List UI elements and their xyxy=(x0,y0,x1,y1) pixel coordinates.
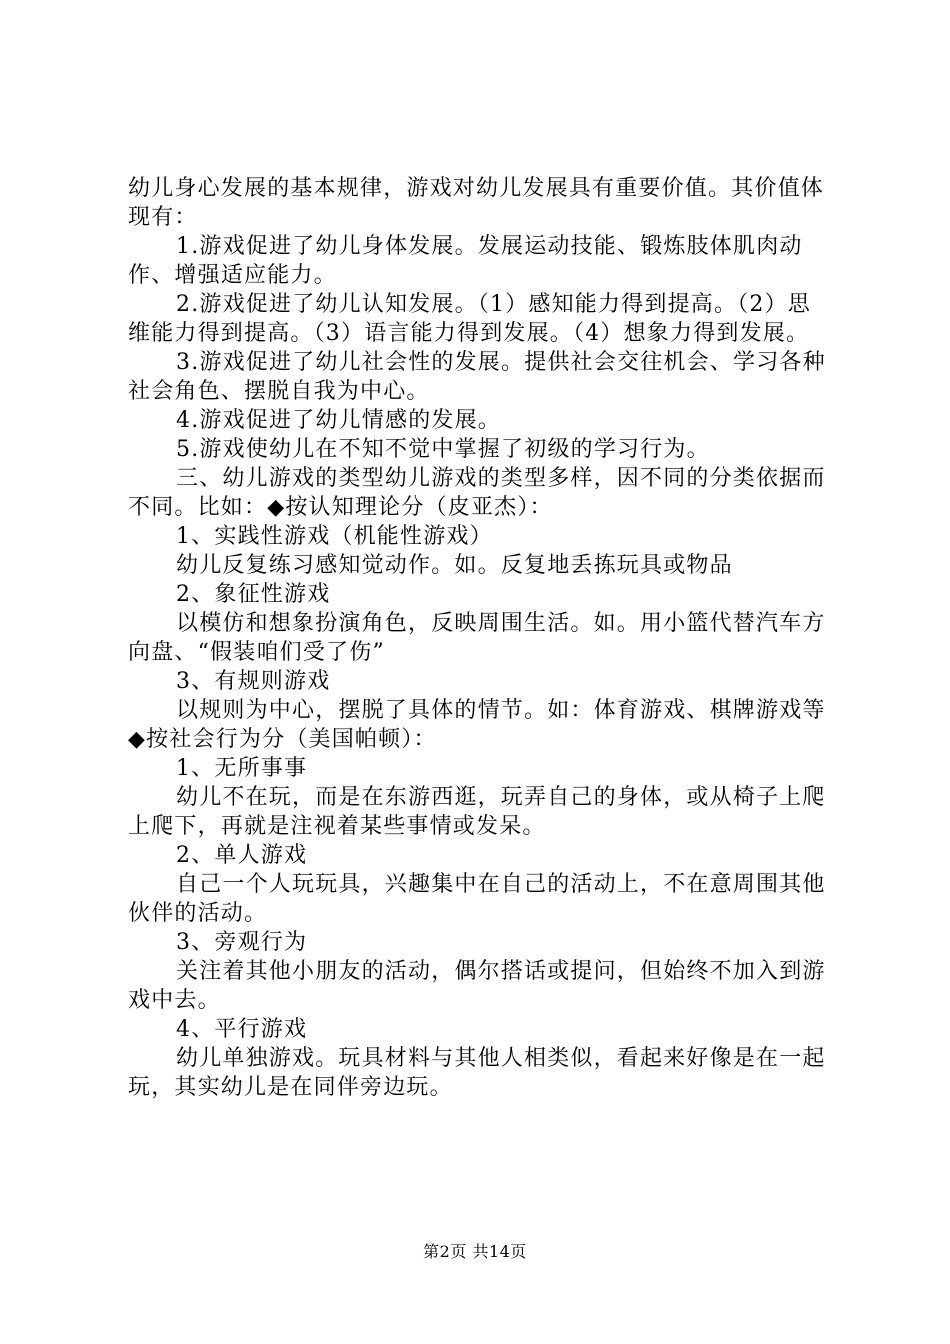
paragraph-rule-game: 以规则为中心，摆脱了具体的情节。如：体育游戏、棋牌游戏等◆按社会行为分（美国帕顿）： xyxy=(128,698,826,752)
section-heading-game-types: 三、幼儿游戏的类型幼儿游戏的类型多样，因不同的分类依据而不同。比如：◆按认知理论分（皮亚杰）： xyxy=(128,466,826,520)
paragraph-onlooker: 关注着其他小朋友的活动，偶尔搭话或提问，但始终不加入到游戏中去。 xyxy=(128,959,826,1013)
list-heading-parallel-play: 4、平行游戏 xyxy=(176,1017,308,1042)
paragraph-intro: 幼儿身心发展的基本规律，游戏对幼儿发展具有重要价值。其价值体现有： xyxy=(128,176,825,230)
paragraph-value-5: 5.游戏使幼儿在不知不觉中掌握了初级的学习行为。 xyxy=(176,437,710,462)
paragraph-value-2: 2.游戏促进了幼儿认知发展。（1）感知能力得到提高。（2）思维能力得到提高。（3）语言能力得到发展。（4）想象力得到发展。 xyxy=(128,292,811,346)
paragraph-solitary-play: 自己一个人玩玩具，兴趣集中在自己的活动上，不在意周围其他伙伴的活动。 xyxy=(128,872,826,926)
list-heading-unoccupied: 1、无所事事 xyxy=(176,756,308,781)
paragraph-parallel-play: 幼儿单独游戏。玩具材料与其他人相类似，看起来好像是在一起玩，其实幼儿是在同伴旁边玩。 xyxy=(128,1046,826,1100)
paragraph-value-4: 4.游戏促进了幼儿情感的发展。 xyxy=(176,408,501,433)
list-heading-onlooker: 3、旁观行为 xyxy=(176,930,308,955)
page-number: 第2页 共14页 xyxy=(423,1242,527,1261)
page-footer xyxy=(0,1242,950,1262)
paragraph-unoccupied: 幼儿不在玩，而是在东游西逛，玩弄自己的身体，或从椅子上爬上爬下，再就是注视着某些事情或发呆。 xyxy=(128,785,826,839)
list-heading-solitary-play: 2、单人游戏 xyxy=(176,843,308,868)
list-heading-symbolic-game: 2、象征性游戏 xyxy=(176,582,331,607)
document-body xyxy=(128,174,833,1102)
paragraph-symbolic-game: 以模仿和想象扮演角色，反映周围生活。如。用小篮代替汽车方向盘、“假装咱们受了伤” xyxy=(128,611,826,665)
paragraph-practice-game: 幼儿反复练习感知觉动作。如。反复地丢拣玩具或物品 xyxy=(176,553,733,578)
list-heading-rule-game: 3、有规则游戏 xyxy=(176,669,331,694)
paragraph-value-1: 1.游戏促进了幼儿身体发展。发展运动技能、锻炼肢体肌肉动作、增强适应能力。 xyxy=(128,234,803,288)
paragraph-value-3: 3.游戏促进了幼儿社会性的发展。提供社会交往机会、学习各种社会角色、摆脱自我为中心。 xyxy=(128,350,826,404)
list-heading-practice-game: 1、实践性游戏（机能性游戏） xyxy=(176,524,493,549)
